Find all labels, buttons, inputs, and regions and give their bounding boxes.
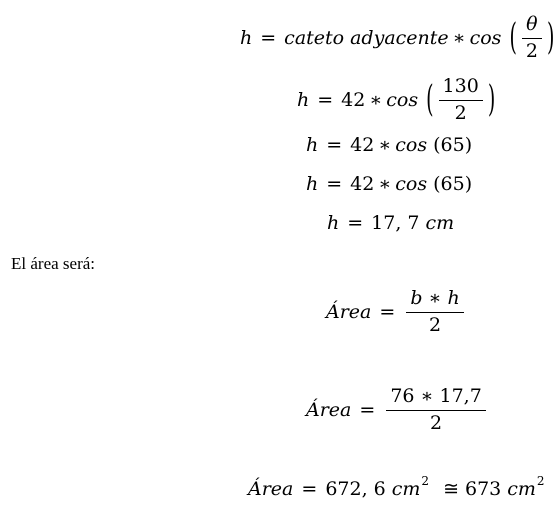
equation-h-definition	[240, 14, 556, 63]
paren-open: (	[426, 78, 434, 121]
equation-area-substituted	[306, 386, 489, 435]
height-unit: cm	[425, 212, 455, 234]
area-unit: cm	[391, 478, 421, 500]
area-rounded-unit-exponent: 2	[536, 473, 545, 488]
variable-area: Área	[326, 300, 372, 323]
fraction-numerator: 130	[442, 75, 479, 97]
equals-sign: =	[359, 398, 376, 421]
variable-area: Área	[248, 478, 294, 500]
fraction-denominator: 2	[430, 411, 443, 434]
equals-sign: =	[326, 173, 343, 195]
approx-sign: ≅	[443, 478, 459, 500]
area-rounded-unit: cm	[507, 478, 536, 500]
fraction-denominator: 2	[428, 313, 442, 336]
cos-argument: (65)	[433, 134, 473, 156]
fraction-numerator: b ∗ h	[410, 287, 460, 309]
times-sign: ∗	[452, 26, 466, 49]
equation-area-formula	[326, 288, 467, 337]
variable-h: h	[327, 212, 340, 234]
function-cos: cos	[395, 134, 428, 156]
equals-sign: =	[301, 478, 318, 500]
fraction-numerator: θ	[526, 13, 538, 35]
function-cos: cos	[386, 88, 419, 111]
equals-sign: =	[326, 134, 343, 156]
equals-sign: =	[379, 300, 396, 323]
equation-h-cos65-first	[306, 136, 472, 155]
equation-h-substituted	[297, 76, 497, 125]
coefficient: 42	[341, 88, 366, 111]
cos-argument: (65)	[433, 173, 473, 195]
times-sign: ∗	[369, 88, 383, 111]
area-intro-text: El área será:	[11, 254, 95, 273]
equals-sign: =	[260, 26, 277, 49]
variable-area: Área	[306, 398, 352, 421]
equation-area-result	[248, 473, 545, 500]
paren-close: )	[487, 78, 496, 121]
times-sign: ∗	[378, 134, 392, 156]
fraction-denominator: 2	[454, 101, 467, 124]
area-unit-exponent: 2	[421, 473, 430, 488]
paren-close: )	[546, 16, 555, 59]
fraction-product-over-2	[386, 386, 485, 435]
area-value: 672, 6	[325, 478, 386, 500]
fraction-denominator: 2	[525, 39, 538, 62]
paren-open: (	[509, 16, 517, 59]
fraction-130-over-2	[439, 76, 483, 125]
function-cos: cos	[469, 26, 502, 49]
fraction-theta-over-2	[522, 14, 542, 63]
function-cos: cos	[395, 173, 428, 195]
height-value: 17, 7	[371, 212, 420, 234]
equation-h-cos65-second	[306, 175, 472, 194]
variable-h: h	[297, 88, 310, 111]
fraction-numerator: 76 ∗ 17,7	[390, 385, 482, 407]
area-rounded-value: 673	[464, 478, 502, 500]
coefficient: 42	[350, 134, 375, 156]
equation-h-result	[327, 214, 454, 233]
term-cateto: cateto	[284, 26, 345, 49]
variable-h: h	[306, 173, 319, 195]
times-sign: ∗	[378, 173, 392, 195]
fraction-bh-over-2	[406, 288, 463, 337]
coefficient: 42	[350, 173, 375, 195]
term-adyacente: adyacente	[350, 26, 449, 49]
equals-sign: =	[347, 212, 364, 234]
variable-h: h	[240, 26, 253, 49]
variable-h: h	[306, 134, 319, 156]
equals-sign: =	[317, 88, 334, 111]
